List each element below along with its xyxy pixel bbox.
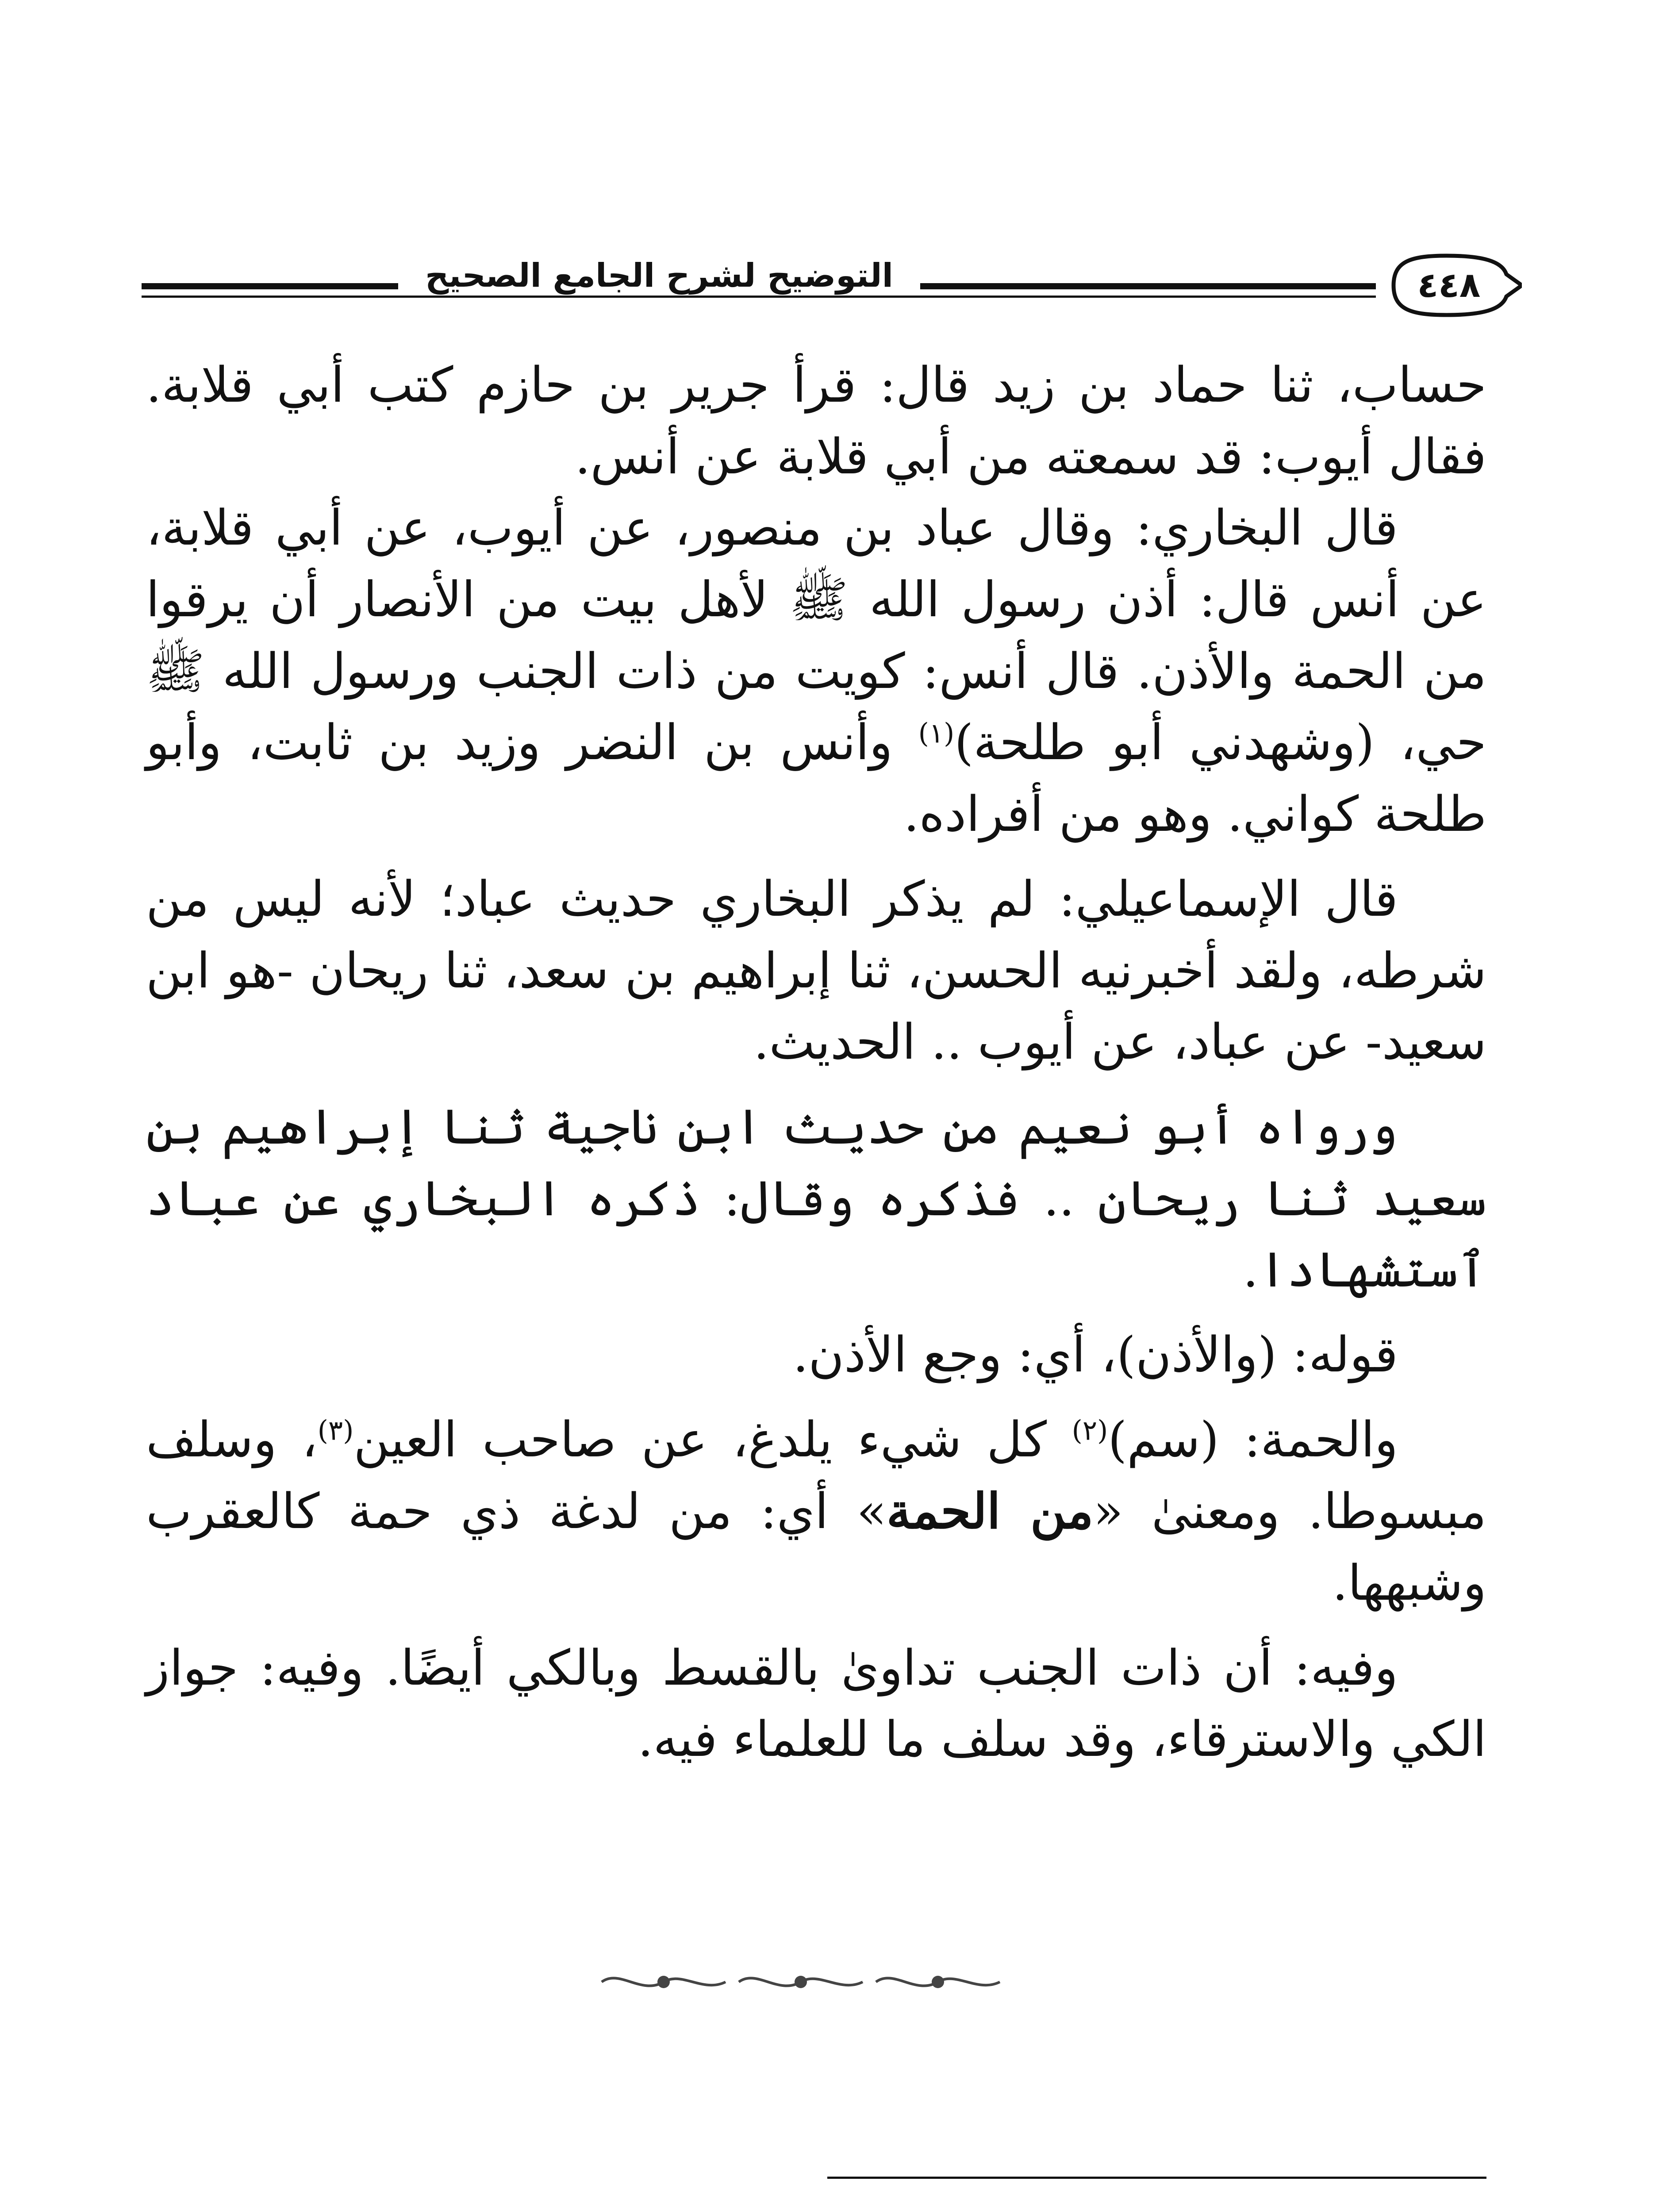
page-number	[1376, 248, 1522, 323]
footnote-ref-2[interactable]: (٢)	[1071, 1413, 1108, 1446]
paragraph-3: قال الإسماعيلي: لم يذكر البخاري حديث عباد؛ لأنه ليس من شرطه، ولقد أخبرنيه الحسن، ثنا إبراهيم بن سعد، ثنا ريحان -هو ابن سعيد- عن عباد، عن أيوب .. الحديث.	[146, 870, 1486, 1071]
paragraph-2-text-a: قال البخاري: وقال عباد بن منصور، عن أيوب، عن أبي قلابة، عن أنس قال: أذن رسول الله ﷺ لأهل بيت من الأنصار أن يرقوا من الحمة والأذن. قال أنس: كويت من ذات الجنب ورسول الله ﷺ حي، (وشهدني أبو طلحة)	[146, 499, 1486, 771]
footnote-1-number	[1420, 2208, 1486, 2212]
paragraph-2	[146, 492, 1486, 850]
footnote-1	[146, 2208, 1486, 2212]
header-rule-thin	[142, 296, 1425, 298]
section-ornament-icon	[593, 1964, 1018, 2000]
running-title: التوضيح لشرح الجامع الصحيح	[398, 257, 920, 295]
paragraph-6-text-a: والحمة: (سم)	[1108, 1411, 1398, 1468]
paragraph-1: حساب، ثنا حماد بن زيد قال: قرأ جرير بن حازم كتب أبي قلابة. فقال أيوب: قد سمعته من أبي قلابة عن أنس.	[146, 357, 1486, 485]
paragraph-6	[146, 1404, 1486, 1619]
footnote-ref-3[interactable]: (٣)	[317, 1413, 354, 1446]
paragraph-6-text-b: كل شيء يلدغ، عن صاحب العين	[353, 1411, 1072, 1468]
paragraph-6-text-c: ، وسلف مبسوطا. ومعنىٰ «	[146, 1411, 1487, 1540]
footnotes	[146, 2208, 1486, 2212]
paragraph-4: ورواه أبو نعيم من حديث ابن ناجية ثنا إبراهيم بن سعيد ثنا ريحان .. فذكره وقال: ذكره البخاري عن عباد ٱستشهادا.	[146, 1098, 1486, 1298]
paragraph-6-bold-term: من الحمة	[886, 1482, 1094, 1540]
footnote-ref-1[interactable]: (١)	[918, 717, 955, 749]
footnote-separator	[827, 2177, 1486, 2179]
page-number-text: ٤٤٨	[1417, 265, 1481, 305]
paragraph-5: قوله: (والأذن)، أي: وجع الأذن.	[793, 1326, 1398, 1383]
main-text	[146, 349, 1486, 1775]
running-header	[142, 248, 1522, 327]
paragraph-6-text-d: » أي: من لدغة ذي حمة كالعقرب وشبهها.	[146, 1483, 1486, 1611]
paragraph-7: وفيه: أن ذات الجنب تداوىٰ بالقسط وبالكي أيضًا. وفيه: جواز الكي والاسترقاء، وقد سلف ما للعلماء فيه.	[146, 1639, 1486, 1768]
paragraph-2-text-b: وأنس بن النضر وزيد بن ثابت، وأبو طلحة كواني. وهو من أفراده.	[146, 714, 1486, 843]
